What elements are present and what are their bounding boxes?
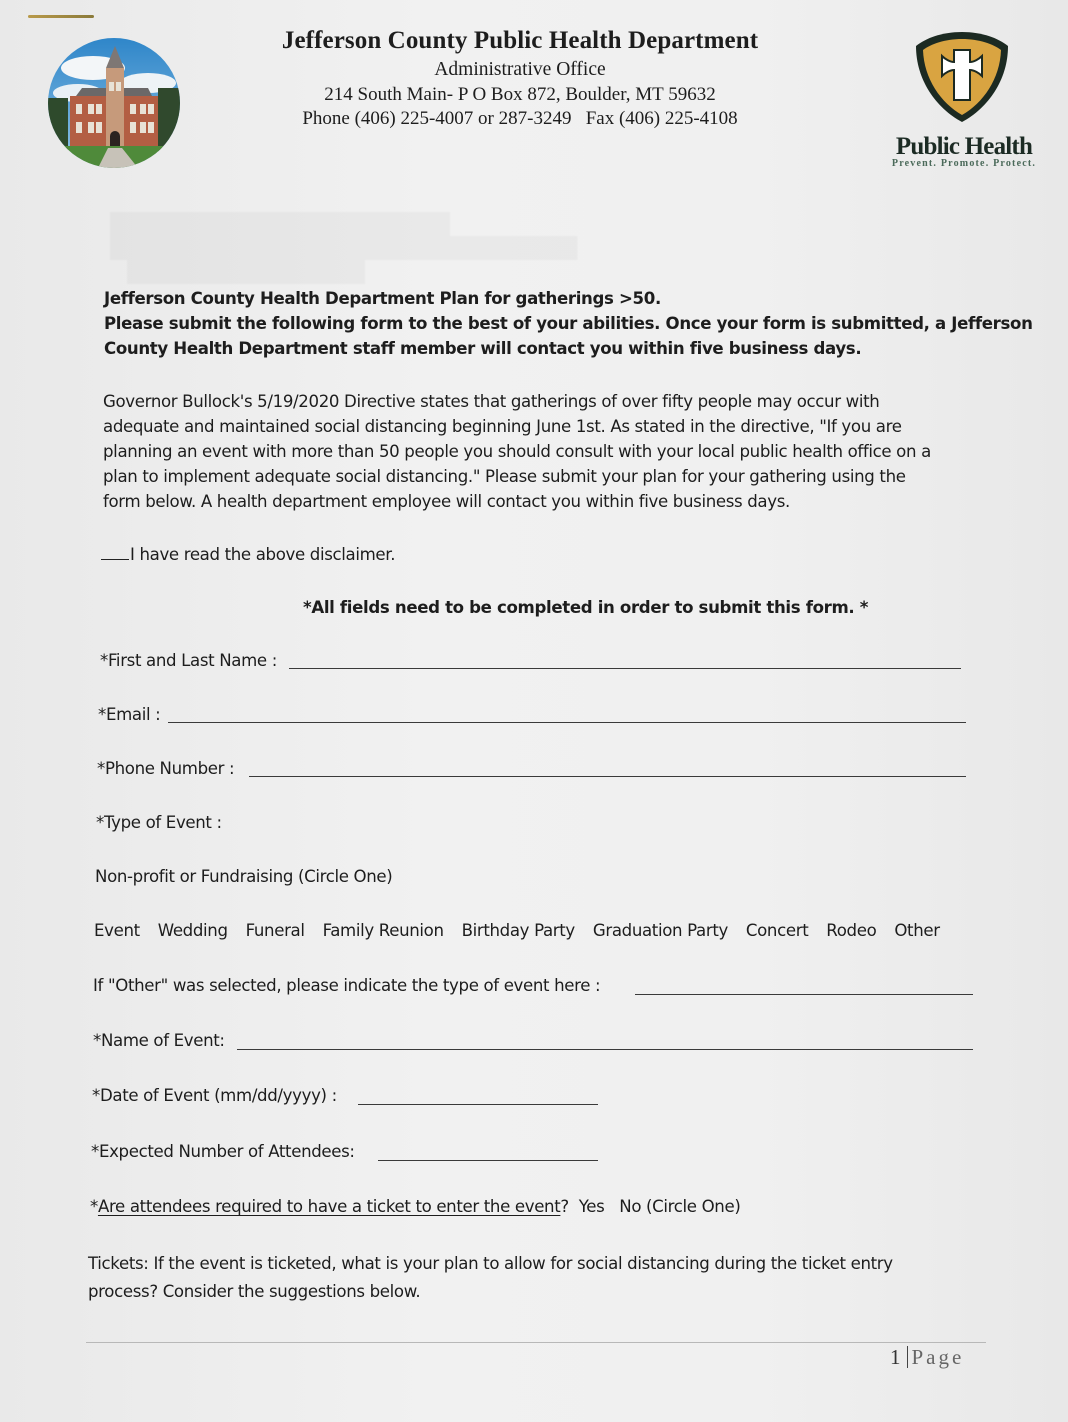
phone-input-line[interactable] (249, 776, 966, 777)
email-field[interactable] (0, 702, 1068, 732)
ticket-required-field (0, 1194, 1068, 1224)
ticket-option-no[interactable]: No (Circle One) (619, 1197, 741, 1216)
phone-number-field[interactable] (0, 756, 1068, 786)
office-address: 214 South Main- P O Box 872, Boulder, MT 59632 (324, 84, 716, 105)
event-name-label: *Name of Event: (93, 1031, 225, 1050)
public-health-shield-icon (912, 28, 1012, 126)
public-health-wordmark: Public Health (895, 133, 1033, 160)
phone-label: *Phone Number : (97, 759, 235, 778)
event-option-concert[interactable]: Concert (745, 921, 809, 940)
event-name-input-line[interactable] (237, 1049, 973, 1050)
event-option-wedding[interactable]: Wedding (157, 921, 228, 940)
other-event-type-field[interactable] (0, 973, 1068, 1003)
name-label: *First and Last Name : (100, 651, 277, 670)
email-input-line[interactable] (168, 722, 966, 723)
directive-line: plan to implement adequate social distancing." Please submit your plan for your gathering using the (103, 467, 906, 486)
ticket-question: Are attendees required to have a ticket to enter the event (97, 1197, 561, 1216)
event-option-graduation-party[interactable]: Graduation Party (592, 921, 728, 940)
intro-line: Please submit the following form to the best of your abilities. Once your form is submitted, a Jefferson (104, 314, 1033, 333)
footer-divider (86, 1342, 986, 1343)
disclaimer-blank[interactable] (101, 543, 129, 560)
event-option-rodeo[interactable]: Rodeo (826, 921, 877, 940)
tickets-note (88, 1250, 893, 1306)
event-option-event[interactable]: Event (94, 921, 140, 940)
intro-line: County Health Department staff member will contact you within five business days. (104, 339, 862, 358)
pencil-mark (28, 15, 94, 18)
office-subtitle: Administrative Office (434, 59, 606, 80)
page-number-value: 1 (890, 1345, 904, 1369)
tickets-note-line: process? Consider the suggestions below. (88, 1282, 421, 1301)
office-phone: Phone (406) 225-4007 or 287-3249 Fax (406) 225-4108 (302, 108, 738, 129)
event-type-options (0, 918, 1068, 948)
directive-line: planning an event with more than 50 people you should consult with your local public health office on a (103, 442, 931, 461)
name-input-line[interactable] (289, 668, 961, 669)
tickets-note-line: Tickets: If the event is ticketed, what is your plan to allow for social distancing during the ticket entry (88, 1254, 893, 1273)
event-date-label: *Date of Event (mm/dd/yyyy) : (92, 1086, 337, 1105)
page-number (890, 1345, 964, 1370)
event-type-field (0, 810, 1068, 840)
email-label: *Email : (98, 705, 161, 724)
attendees-input-line[interactable] (378, 1160, 598, 1161)
event-type-label: *Type of Event : (96, 813, 222, 832)
disclaimer-label: I have read the above disclaimer. (130, 545, 396, 564)
other-type-input-line[interactable] (635, 994, 973, 995)
attendees-label: *Expected Number of Attendees: (91, 1142, 355, 1161)
other-type-label: If "Other" was selected, please indicate the type of event here : (93, 976, 601, 995)
event-date-input-line[interactable] (358, 1104, 598, 1105)
courthouse-icon (48, 38, 180, 168)
event-option-other[interactable]: Other (894, 921, 940, 940)
directive-line: form below. A health department employee will contact you within five business days. (103, 492, 790, 511)
department-title: Jefferson County Public Health Department (281, 27, 759, 54)
event-option-funeral[interactable]: Funeral (245, 921, 305, 940)
page-separator (907, 1346, 908, 1368)
event-name-field[interactable] (0, 1028, 1068, 1058)
directive-line: Governor Bullock's 5/19/2020 Directive states that gatherings of over fifty people may occur with (103, 392, 880, 411)
courthouse-logo (48, 38, 180, 168)
page-label: Page (911, 1345, 965, 1369)
event-option-family-reunion[interactable]: Family Reunion (322, 921, 444, 940)
directive-line: adequate and maintained social distancing beginning June 1st. As stated in the directive, "If you are (103, 417, 902, 436)
event-option-birthday-party[interactable]: Birthday Party (461, 921, 575, 940)
ticket-asterisk: * (90, 1197, 98, 1216)
disclaimer-checkbox-row[interactable] (101, 542, 395, 567)
nonprofit-choice[interactable] (0, 864, 1068, 894)
public-health-tagline: Prevent. Promote. Protect. (891, 158, 1037, 169)
intro-block (104, 286, 1033, 361)
ticket-option-yes[interactable]: Yes (578, 1197, 605, 1216)
intro-heading: Jefferson County Health Department Plan for gatherings >50. (104, 289, 661, 308)
ticket-question-mark: ? (560, 1197, 569, 1216)
directive-paragraph (103, 389, 931, 514)
required-fields-note: *All fields need to be completed in order to submit this form. * (303, 598, 869, 617)
nonprofit-label[interactable]: Non-profit or Fundraising (Circle One) (95, 867, 393, 886)
event-date-field[interactable] (0, 1083, 1068, 1113)
first-last-name-field[interactable] (0, 648, 1068, 678)
attendees-field[interactable] (0, 1139, 1068, 1169)
